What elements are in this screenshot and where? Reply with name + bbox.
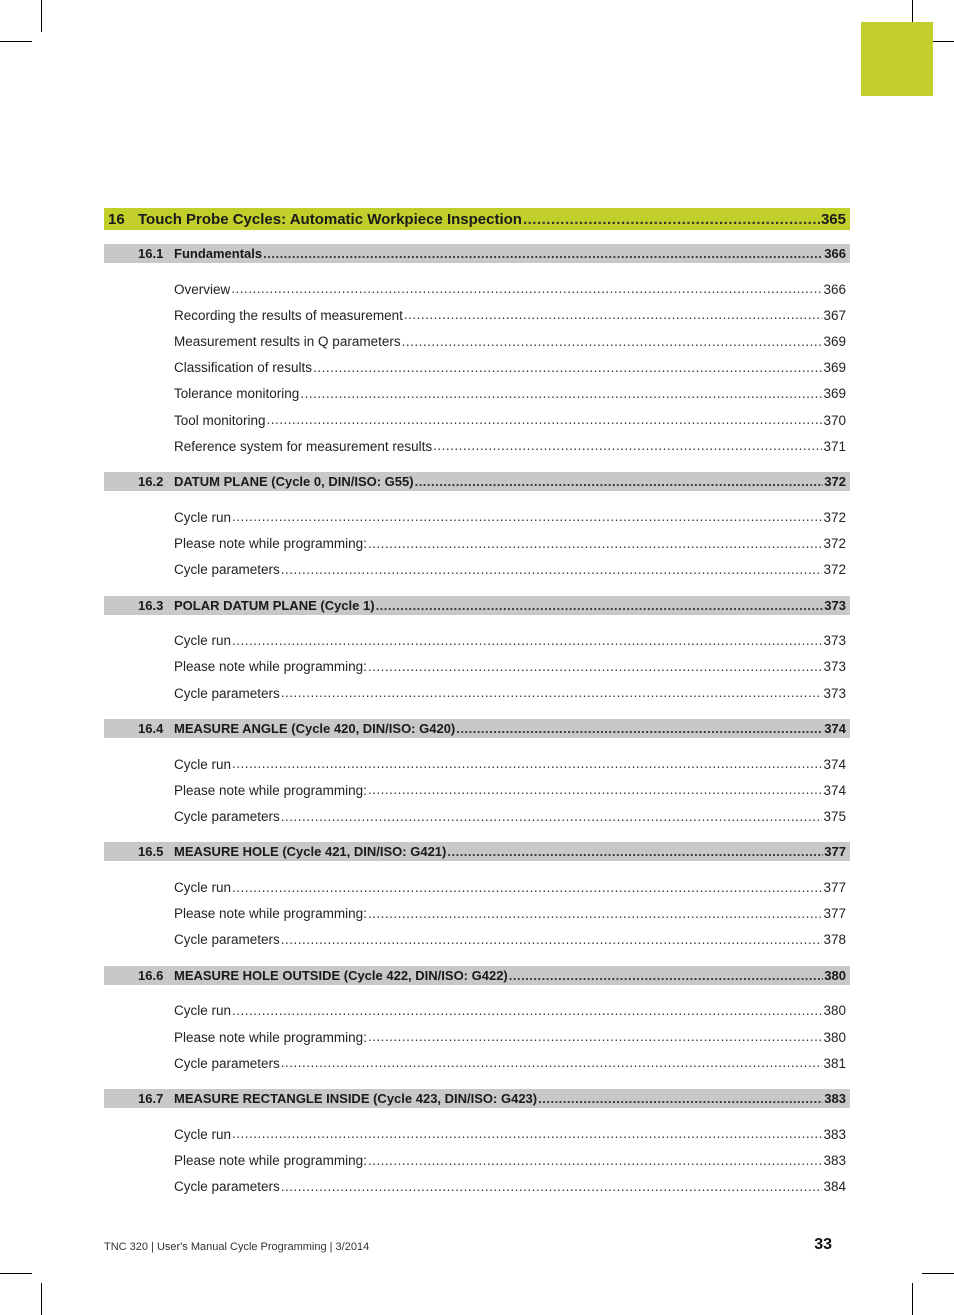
- toc-entry[interactable]: [174, 1178, 846, 1196]
- section-title: MEASURE ANGLE (Cycle 420, DIN/ISO: G420): [174, 721, 456, 736]
- entry-page: 380: [823, 1003, 846, 1019]
- leader-dots: [263, 247, 823, 260]
- leader-dots: [281, 1180, 823, 1194]
- section-heading[interactable]: [104, 842, 850, 861]
- leader-dots: [267, 413, 823, 427]
- toc-entry[interactable]: [174, 658, 846, 676]
- section-heading[interactable]: [104, 1089, 850, 1108]
- chapter-number: 16: [108, 210, 125, 228]
- crop-mark: [0, 1273, 32, 1274]
- chapter-title: Touch Probe Cycles: Automatic Workpiece Inspection: [138, 210, 522, 228]
- leader-dots: [447, 845, 823, 858]
- entry-page: 369: [823, 360, 846, 376]
- crop-mark: [41, 0, 42, 32]
- leader-dots: [232, 1127, 822, 1141]
- leader-dots: [232, 634, 822, 648]
- entry-page: 370: [823, 412, 846, 428]
- leader-dots: [368, 1030, 823, 1044]
- section-title: POLAR DATUM PLANE (Cycle 1): [174, 597, 375, 613]
- leader-dots: [368, 783, 823, 797]
- toc-entry[interactable]: [174, 332, 846, 350]
- entry-title: Please note while programming:: [174, 535, 367, 551]
- leader-dots: [538, 1092, 823, 1105]
- leader-dots: [402, 335, 823, 349]
- entry-page: 369: [823, 333, 846, 349]
- leader-dots: [368, 907, 823, 921]
- crop-mark: [41, 1283, 42, 1315]
- entry-title: Classification of results: [174, 360, 313, 376]
- entry-page: 369: [823, 386, 846, 402]
- section-number: 16.2: [138, 474, 164, 490]
- entry-title: Cycle parameters: [174, 685, 280, 701]
- chapter-tab-marker: [861, 22, 933, 96]
- entry-title: Cycle parameters: [174, 1179, 280, 1195]
- leader-dots: [433, 439, 822, 453]
- leader-dots: [368, 1154, 823, 1168]
- leader-dots: [232, 881, 822, 895]
- leader-dots: [509, 969, 824, 982]
- entry-title: Cycle parameters: [174, 808, 280, 824]
- toc-entry[interactable]: [174, 1151, 846, 1169]
- entry-page: 372: [823, 562, 846, 578]
- toc-entry[interactable]: [174, 755, 846, 773]
- entry-title: Reference system for measurement results: [174, 438, 433, 454]
- section-heading[interactable]: [104, 966, 850, 985]
- entry-page: 377: [823, 879, 846, 895]
- toc-entry[interactable]: [174, 632, 846, 650]
- entry-title: Cycle run: [174, 633, 232, 649]
- leader-dots: [368, 660, 823, 674]
- section-page: 380: [824, 967, 846, 983]
- leader-dots: [281, 810, 823, 824]
- entry-page: 371: [823, 438, 846, 454]
- entry-page: 383: [823, 1152, 846, 1168]
- entry-title: Cycle run: [174, 756, 232, 772]
- leader-dots: [232, 1004, 822, 1018]
- section-page: 366: [824, 246, 846, 261]
- entry-page: 367: [823, 307, 846, 323]
- toc-entry[interactable]: [174, 878, 846, 896]
- entry-page: 377: [823, 906, 846, 922]
- section-heading[interactable]: [104, 719, 850, 738]
- toc-entry[interactable]: [174, 1054, 846, 1072]
- entry-title: Cycle run: [174, 1126, 232, 1142]
- section-heading[interactable]: [104, 472, 850, 491]
- leader-dots: [313, 361, 822, 375]
- toc-entry[interactable]: [174, 1125, 846, 1143]
- toc-entry[interactable]: [174, 385, 846, 403]
- toc-entry[interactable]: [174, 437, 846, 455]
- leader-dots: [281, 1056, 823, 1070]
- section-number: 16.6: [138, 967, 164, 983]
- entry-title: Measurement results in Q parameters: [174, 333, 401, 349]
- toc-entry[interactable]: [174, 411, 846, 429]
- toc-entry[interactable]: [174, 359, 846, 377]
- toc-entry[interactable]: [174, 781, 846, 799]
- toc-entry[interactable]: [174, 306, 846, 324]
- leader-dots: [232, 757, 822, 771]
- entry-page: 374: [823, 782, 846, 798]
- page-number: 33: [814, 1236, 832, 1253]
- chapter-heading[interactable]: [104, 208, 850, 230]
- footer-text: TNC 320 | User's Manual Cycle Programming | 3/2014: [104, 1241, 370, 1253]
- entry-page: 374: [823, 756, 846, 772]
- toc-entry[interactable]: [174, 280, 846, 298]
- entry-title: Tool monitoring: [174, 412, 266, 428]
- entry-title: Please note while programming:: [174, 782, 367, 798]
- entry-title: Tolerance monitoring: [174, 386, 300, 402]
- section-title: MEASURE RECTANGLE INSIDE (Cycle 423, DIN/ISO: G423): [174, 1091, 538, 1107]
- entry-page: 373: [823, 659, 846, 675]
- entry-page: 378: [823, 932, 846, 948]
- section-number: 16.7: [138, 1091, 164, 1107]
- entry-title: Cycle run: [174, 509, 232, 525]
- toc-entry[interactable]: [174, 905, 846, 923]
- section-number: 16.5: [138, 844, 164, 860]
- entry-page: 372: [823, 535, 846, 551]
- entry-page: 373: [823, 685, 846, 701]
- chapter-page: 365: [820, 210, 846, 228]
- crop-mark: [912, 1283, 913, 1315]
- section-number: 16.3: [138, 597, 164, 613]
- toc-entry[interactable]: [174, 684, 846, 702]
- leader-dots: [300, 387, 822, 401]
- entry-page: 381: [823, 1055, 846, 1071]
- leader-dots: [376, 599, 824, 612]
- entry-title: Please note while programming:: [174, 659, 367, 675]
- entry-title: Overview: [174, 281, 231, 297]
- section-title: MEASURE HOLE OUTSIDE (Cycle 422, DIN/ISO: G422): [174, 967, 508, 983]
- section-title: Fundamentals: [174, 246, 263, 261]
- section-number: 16.1: [138, 246, 164, 261]
- toc-entry[interactable]: [174, 534, 846, 552]
- leader-dots: [281, 686, 823, 700]
- leader-dots: [523, 212, 820, 227]
- section-heading[interactable]: [104, 596, 850, 615]
- leader-dots: [404, 308, 823, 322]
- leader-dots: [231, 282, 822, 296]
- entry-title: Cycle run: [174, 879, 232, 895]
- section-page: 373: [824, 597, 846, 613]
- section-title: DATUM PLANE (Cycle 0, DIN/ISO: G55): [174, 474, 414, 490]
- crop-mark: [0, 41, 32, 42]
- entry-title: Please note while programming:: [174, 1152, 367, 1168]
- section-page: 383: [824, 1091, 846, 1107]
- toc-entry[interactable]: [174, 1028, 846, 1046]
- entry-title: Please note while programming:: [174, 906, 367, 922]
- entry-title: Cycle parameters: [174, 932, 280, 948]
- entry-title: Recording the results of measurement: [174, 307, 403, 323]
- section-number: 16.4: [138, 721, 164, 736]
- section-page: 374: [824, 721, 846, 736]
- leader-dots: [368, 537, 823, 551]
- leader-dots: [281, 933, 823, 947]
- leader-dots: [232, 510, 822, 524]
- entry-title: Cycle parameters: [174, 562, 280, 578]
- leader-dots: [456, 722, 823, 735]
- section-page: 372: [824, 474, 846, 490]
- toc-entry[interactable]: [174, 807, 846, 825]
- entry-page: 375: [823, 808, 846, 824]
- toc-entry[interactable]: [174, 561, 846, 579]
- entry-title: Please note while programming:: [174, 1029, 367, 1045]
- toc-entry[interactable]: [174, 931, 846, 949]
- entry-page: 383: [823, 1126, 846, 1142]
- entry-title: Cycle parameters: [174, 1055, 280, 1071]
- entry-page: 384: [823, 1179, 846, 1195]
- leader-dots: [281, 563, 823, 577]
- entry-page: 380: [823, 1029, 846, 1045]
- section-title: MEASURE HOLE (Cycle 421, DIN/ISO: G421): [174, 844, 447, 860]
- leader-dots: [415, 475, 824, 488]
- entry-page: 366: [823, 281, 846, 297]
- toc-entry[interactable]: [174, 508, 846, 526]
- section-heading[interactable]: [104, 244, 850, 263]
- toc-entry[interactable]: [174, 1002, 846, 1020]
- entry-title: Cycle run: [174, 1003, 232, 1019]
- crop-mark: [922, 1273, 954, 1274]
- entry-page: 373: [823, 633, 846, 649]
- entry-page: 372: [823, 509, 846, 525]
- section-page: 377: [824, 844, 846, 860]
